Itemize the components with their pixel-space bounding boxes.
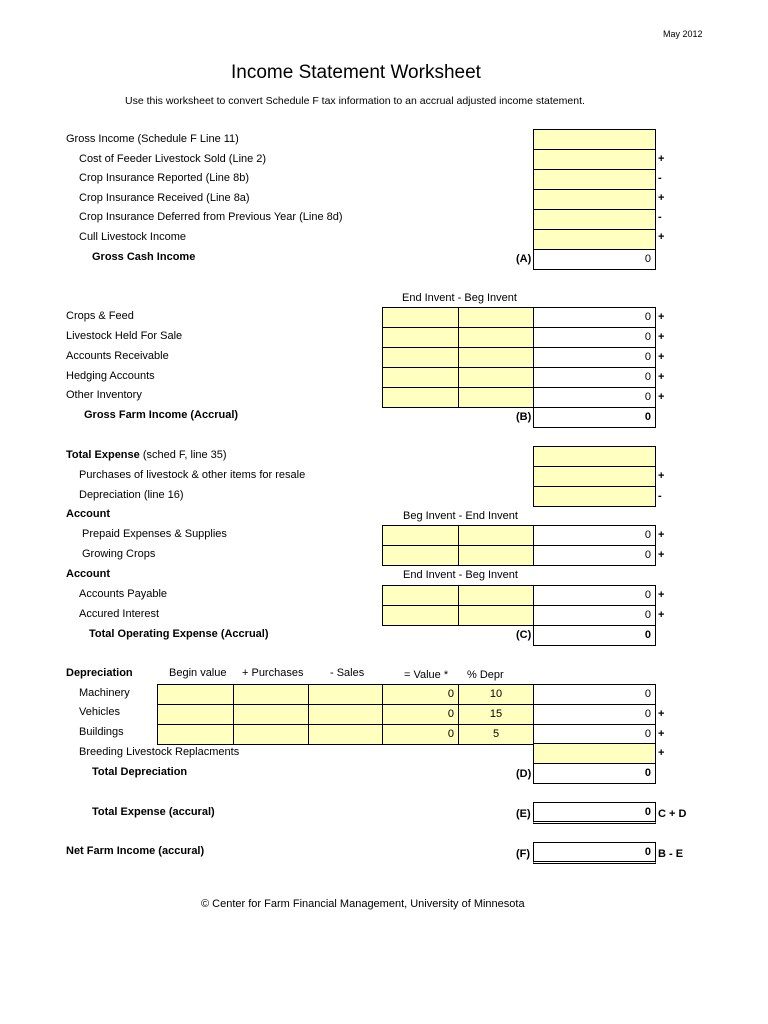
formula-b-minus-e: B - E [658,848,684,860]
account2-label: Account [66,568,110,580]
vehicles-value: 0 [382,704,459,725]
accounts-payable-beg-input[interactable] [458,585,534,606]
total-depreciation-label: Total Depreciation [92,766,188,778]
tag-e: (E) [516,808,531,820]
sign-crops-feed: + [658,311,665,323]
sign-prepaid: + [658,529,665,541]
total-depreciation-value: 0 [533,763,656,784]
sign-accured-interest: + [658,609,665,621]
footer-copyright: © Center for Farm Financial Management, University of Minnesota [201,898,525,910]
sign-hedging-accounts: + [658,371,665,383]
accounts-receivable-end-input[interactable] [382,347,459,368]
vehicles-begin-input[interactable] [157,704,234,725]
formula-c-plus-d: C + D [658,808,687,820]
tag-f: (F) [516,848,531,860]
hedging-accounts-end-input[interactable] [382,367,459,388]
buildings-label: Buildings [79,726,124,738]
sign-feeder: + [658,153,665,165]
prepaid-label: Prepaid Expenses & Supplies [82,528,227,540]
gross-farm-income-value: 0 [533,407,656,428]
col-begin-value: Begin value [169,667,227,679]
sign-other-inventory: + [658,391,665,403]
buildings-value: 0 [382,724,459,745]
net-farm-income-value: 0 [533,842,656,864]
growing-crops-label: Growing Crops [82,548,156,560]
growing-crops-end-input[interactable] [458,545,534,566]
breeding-livestock-label: Breeding Livestock Replacments [79,746,240,758]
sign-accounts-receivable: + [658,351,665,363]
sign-crop-deferred: - [658,211,662,223]
accured-interest-end-input[interactable] [382,605,459,626]
crop-insurance-deferred-input[interactable] [533,209,656,230]
vehicles-sales-input[interactable] [308,704,383,725]
feeder-livestock-input[interactable] [533,149,656,170]
sign-depreciation-line16: - [658,490,662,502]
total-operating-expense-value: 0 [533,625,656,646]
account1-label: Account [66,508,110,520]
hedging-accounts-value: 0 [533,367,656,388]
gross-farm-income-label: Gross Farm Income (Accrual) [84,409,239,421]
date-label: May 2012 [663,29,703,39]
net-farm-income-label: Net Farm Income (accural) [66,845,205,857]
purchases-input[interactable] [533,466,656,487]
gross-cash-income-label: Gross Cash Income [92,251,196,263]
sign-purchases: + [658,470,665,482]
sign-breeding-livestock: + [658,747,665,759]
accounts-receivable-label: Accounts Receivable [66,350,169,362]
gross-income-label: Gross Income (Schedule F Line 11) [66,133,239,145]
gross-income-input[interactable] [533,129,656,150]
accounts-payable-end-input[interactable] [382,585,459,606]
crop-insurance-received-input[interactable] [533,189,656,210]
other-inventory-end-input[interactable] [382,387,459,408]
prepaid-value: 0 [533,525,656,546]
sign-crop-received: + [658,192,665,204]
vehicles-pct-input[interactable]: 15 [458,704,534,725]
account1-header: Beg Invent - End Invent [403,510,518,522]
prepaid-beg-input[interactable] [382,525,459,546]
machinery-sales-input[interactable] [308,684,383,705]
sign-growing-crops: + [658,549,665,561]
total-expense-accrual-value: 0 [533,802,656,824]
sign-buildings: + [658,728,665,740]
hedging-accounts-beg-input[interactable] [458,367,534,388]
vehicles-result: 0 [533,704,656,725]
vehicles-label: Vehicles [79,706,120,718]
tag-b: (B) [516,411,532,423]
col-purchases: + Purchases [242,667,304,679]
livestock-held-value: 0 [533,327,656,348]
crop-insurance-reported-label: Crop Insurance Reported (Line 8b) [79,172,249,184]
page-title: Income Statement Worksheet [231,62,481,83]
feeder-livestock-label: Cost of Feeder Livestock Sold (Line 2) [79,153,267,165]
machinery-label: Machinery [79,687,130,699]
accured-interest-label: Accured Interest [79,608,160,620]
col-value: = Value * [404,669,449,681]
crops-feed-beg-input[interactable] [458,307,534,328]
cull-livestock-label: Cull Livestock Income [79,231,186,243]
machinery-purchases-input[interactable] [233,684,309,705]
other-inventory-beg-input[interactable] [458,387,534,408]
buildings-sales-input[interactable] [308,724,383,745]
sign-crop-reported: - [658,172,662,184]
accured-interest-beg-input[interactable] [458,605,534,626]
sign-livestock-held: + [658,331,665,343]
livestock-held-end-input[interactable] [382,327,459,348]
machinery-begin-input[interactable] [157,684,234,705]
depreciation-line16-label: Depreciation (line 16) [79,489,184,501]
tag-d: (D) [516,768,532,780]
sign-vehicles: + [658,708,665,720]
other-inventory-label: Other Inventory [66,389,142,401]
buildings-pct-input[interactable]: 5 [458,724,534,745]
total-expense-accrual-label: Total Expense (accural) [92,806,215,818]
machinery-value: 0 [382,684,459,705]
other-inventory-value: 0 [533,387,656,408]
buildings-begin-input[interactable] [157,724,234,745]
col-pct-depr: % Depr [467,669,504,681]
prepaid-end-input[interactable] [458,525,534,546]
machinery-result: 0 [533,684,656,705]
crop-insurance-deferred-label: Crop Insurance Deferred from Previous Year (Line 8d) [79,211,343,223]
crops-feed-label: Crops & Feed [66,310,134,322]
accounts-receivable-beg-input[interactable] [458,347,534,368]
gross-cash-income-value: 0 [533,249,656,270]
purchases-label: Purchases of livestock & other items for resale [79,469,306,481]
growing-crops-beg-input[interactable] [382,545,459,566]
hedging-accounts-label: Hedging Accounts [66,370,155,382]
accured-interest-value: 0 [533,605,656,626]
page-subtitle: Use this worksheet to convert Schedule F tax information to an accrual adjusted income statement. [125,95,585,107]
depreciation-line16-input[interactable] [533,486,656,507]
machinery-pct-input[interactable]: 10 [458,684,534,705]
crops-feed-end-input[interactable] [382,307,459,328]
livestock-held-label: Livestock Held For Sale [66,330,183,342]
crops-feed-value: 0 [533,307,656,328]
sign-accounts-payable: + [658,589,665,601]
depreciation-label: Depreciation [66,667,133,679]
total-operating-expense-label: Total Operating Expense (Accrual) [89,628,269,640]
col-sales: - Sales [330,667,365,679]
growing-crops-value: 0 [533,545,656,566]
sign-cull-livestock: + [658,231,665,243]
buildings-purchases-input[interactable] [233,724,309,745]
accounts-payable-value: 0 [533,585,656,606]
breeding-livestock-input[interactable] [533,743,656,764]
crop-insurance-reported-input[interactable] [533,169,656,190]
tag-a: (A) [516,253,532,265]
total-expense-input[interactable] [533,446,656,467]
account2-header: End Invent - Beg Invent [403,569,518,581]
cull-livestock-input[interactable] [533,229,656,250]
accounts-receivable-value: 0 [533,347,656,368]
crop-insurance-received-label: Crop Insurance Received (Line 8a) [79,192,250,204]
total-expense-label: Total Expense (sched F, line 35) [66,449,227,461]
gross-farm-header: End Invent - Beg Invent [402,292,517,304]
tag-c: (C) [516,629,532,641]
vehicles-purchases-input[interactable] [233,704,309,725]
buildings-result: 0 [533,724,656,745]
accounts-payable-label: Accounts Payable [79,588,168,600]
livestock-held-beg-input[interactable] [458,327,534,348]
